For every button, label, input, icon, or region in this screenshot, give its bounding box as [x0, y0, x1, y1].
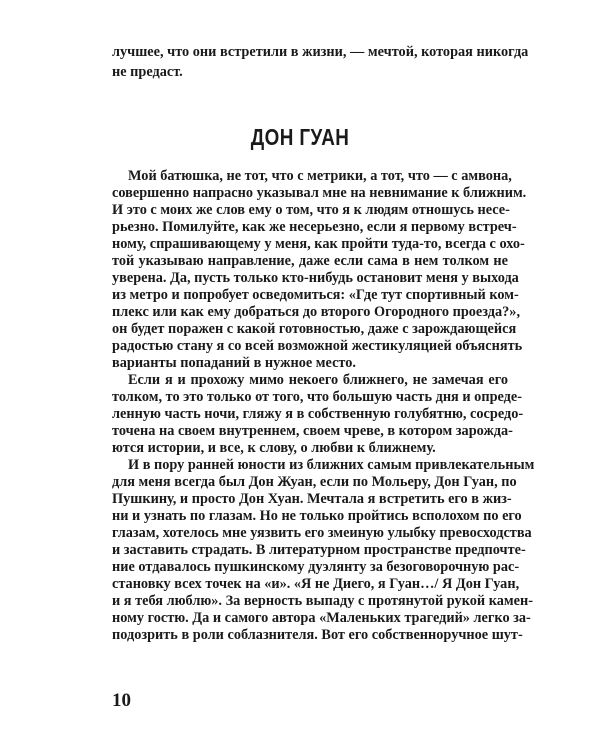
text-line: он будет поражен с какой готовностью, даже с зарождающейся	[112, 321, 517, 337]
text-line: совершенно напрасно указывал мне на невнимание к ближним.	[112, 185, 527, 201]
text-line: И это с моих же слов ему о том, что я к людям отношусь несе-	[112, 202, 510, 218]
text-line: плекс или как ему добраться до второго Огородного проезда?»,	[112, 304, 521, 320]
text-line: для меня всегда был Дон Жуан, если по Мольеру, Дон Гуан, по	[112, 474, 517, 490]
text-line: глазам, хотелось мне уязвить его змеиную улыбку превосходства	[112, 525, 532, 541]
chapter-body	[112, 168, 535, 644]
text-line: подозрить в роли соблазнителя. Вот его собственноручное шут-	[112, 627, 523, 643]
text-line: Мой батюшка, не тот, что с метрики, а тот, что — с амвона,	[128, 168, 512, 184]
text-line: И в пору ранней юности из ближних самым привлекательным	[128, 457, 535, 473]
text-line: лучшее, что они встретили в жизни, — мечтой, которая никогда	[112, 44, 529, 60]
text-line: ются истории, и все, к слову, о любви к ближнему.	[112, 440, 436, 456]
text-line: той указываю направление, даже если сама в нем толком не	[112, 253, 508, 269]
text-line: становку всех точек на «и». «Я не Диего, я Гуан…/ Я Дон Гуан,	[112, 576, 520, 592]
paragraph	[112, 168, 527, 372]
text-line: точена на своем внутреннем, своем чреве, в котором зарожда-	[112, 423, 513, 439]
text-line: ному, спрашивающему у меня, как пройти туда-то, всегда с охо-	[112, 236, 525, 252]
text-line: из метро и попробует осведомиться: «Где тут спортивный ком-	[112, 287, 519, 303]
text-line: ному гостю. Да и самого автора «Маленьких трагедий» легко за-	[112, 610, 531, 626]
text-line: ни и узнать по глазам. Но не только пройтись всполохом по его	[112, 508, 522, 524]
paragraph	[112, 457, 535, 644]
text-line: рьезно. Помилуйте, как же несерьезно, если я первому встреч-	[112, 219, 517, 235]
text-line: и я тебя люблю». За верность выпаду с протянутой рукой камен-	[112, 593, 533, 609]
continued-paragraph	[112, 42, 529, 82]
text-line: ленную часть ночи, гляжу я в собственную голубятню, сосредо-	[112, 406, 524, 422]
text-line: Пушкину, и просто Дон Хуан. Мечтала я встретить его в жиз-	[112, 491, 512, 507]
text-line: уверена. Да, пусть только кто-нибудь остановит меня у выхода	[112, 270, 519, 286]
text-line: радостью стану я со всей возможной жестикуляцией объяснять	[112, 338, 523, 354]
text-line: ние отдавалось пушкинскому дуэлянту за безоговорочную рас-	[112, 559, 520, 575]
text-line: не предаст.	[112, 64, 183, 80]
text-line: и заставить страдать. В литературном пространстве предпочте-	[112, 542, 526, 558]
text-line: Если я и прохожу мимо некоего ближнего, не замечая его	[128, 372, 508, 388]
paragraph	[112, 372, 524, 457]
chapter-title	[0, 124, 600, 151]
text-line: толком, то это только от того, что большую часть дня и опреде-	[112, 389, 523, 405]
page-number: 10	[112, 690, 131, 711]
chapter-title-text: ДОН ГУАН	[250, 124, 350, 150]
text-line: варианты попаданий в нужное место.	[112, 355, 356, 371]
